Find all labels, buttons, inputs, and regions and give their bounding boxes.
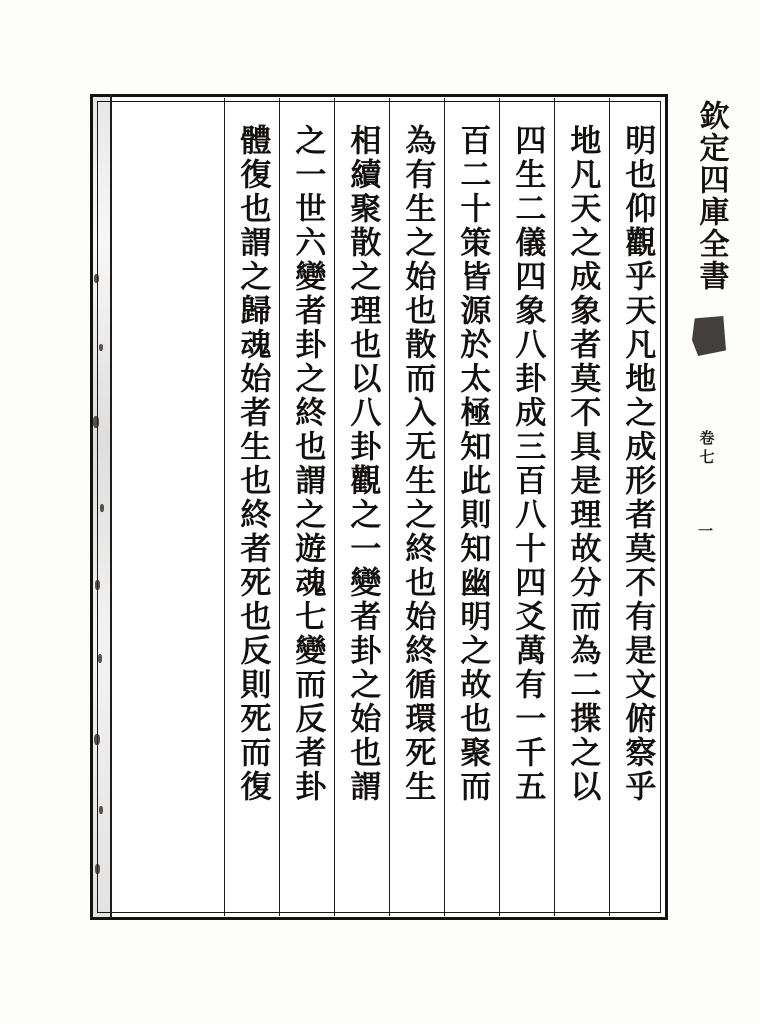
left-gutter-band	[90, 94, 112, 920]
column-text: 四生二儀四象八卦成三百八十四爻萬有一千五	[509, 124, 546, 804]
text-column	[334, 98, 389, 916]
volume-label	[694, 430, 720, 468]
edition-title	[680, 100, 742, 400]
text-column	[444, 98, 499, 916]
text-column-group	[112, 98, 664, 916]
edition-title-text: 欽定四庫全書	[693, 100, 729, 292]
column-text: 相續聚散之理也以八卦觀之一變者卦之始也謂	[344, 124, 381, 804]
column-text: 為有生之始也散而入无生之終也始終循環死生	[399, 124, 436, 804]
text-column	[389, 98, 444, 916]
column-text: 之一世六變者卦之終也謂之遊魂七變而反者卦	[289, 124, 326, 804]
text-column	[224, 98, 279, 916]
column-text: 百二十策皆源於太極知此則知幽明之故也聚而	[454, 124, 491, 804]
column-text: 體復也謂之歸魂始者生也終者死也反則死而復	[234, 124, 271, 804]
text-column	[554, 98, 609, 916]
folio-number: 一	[697, 522, 713, 540]
volume-label-text: 卷七	[697, 430, 716, 468]
text-column	[609, 98, 664, 916]
column-text: 地凡天之成象者莫不具是理故分而為二揲之以	[564, 124, 601, 804]
text-column	[279, 98, 334, 916]
text-column	[499, 98, 554, 916]
seal-icon	[692, 316, 726, 356]
column-text: 明也仰觀乎天凡地之成形者莫不有是文俯察乎	[619, 124, 656, 804]
